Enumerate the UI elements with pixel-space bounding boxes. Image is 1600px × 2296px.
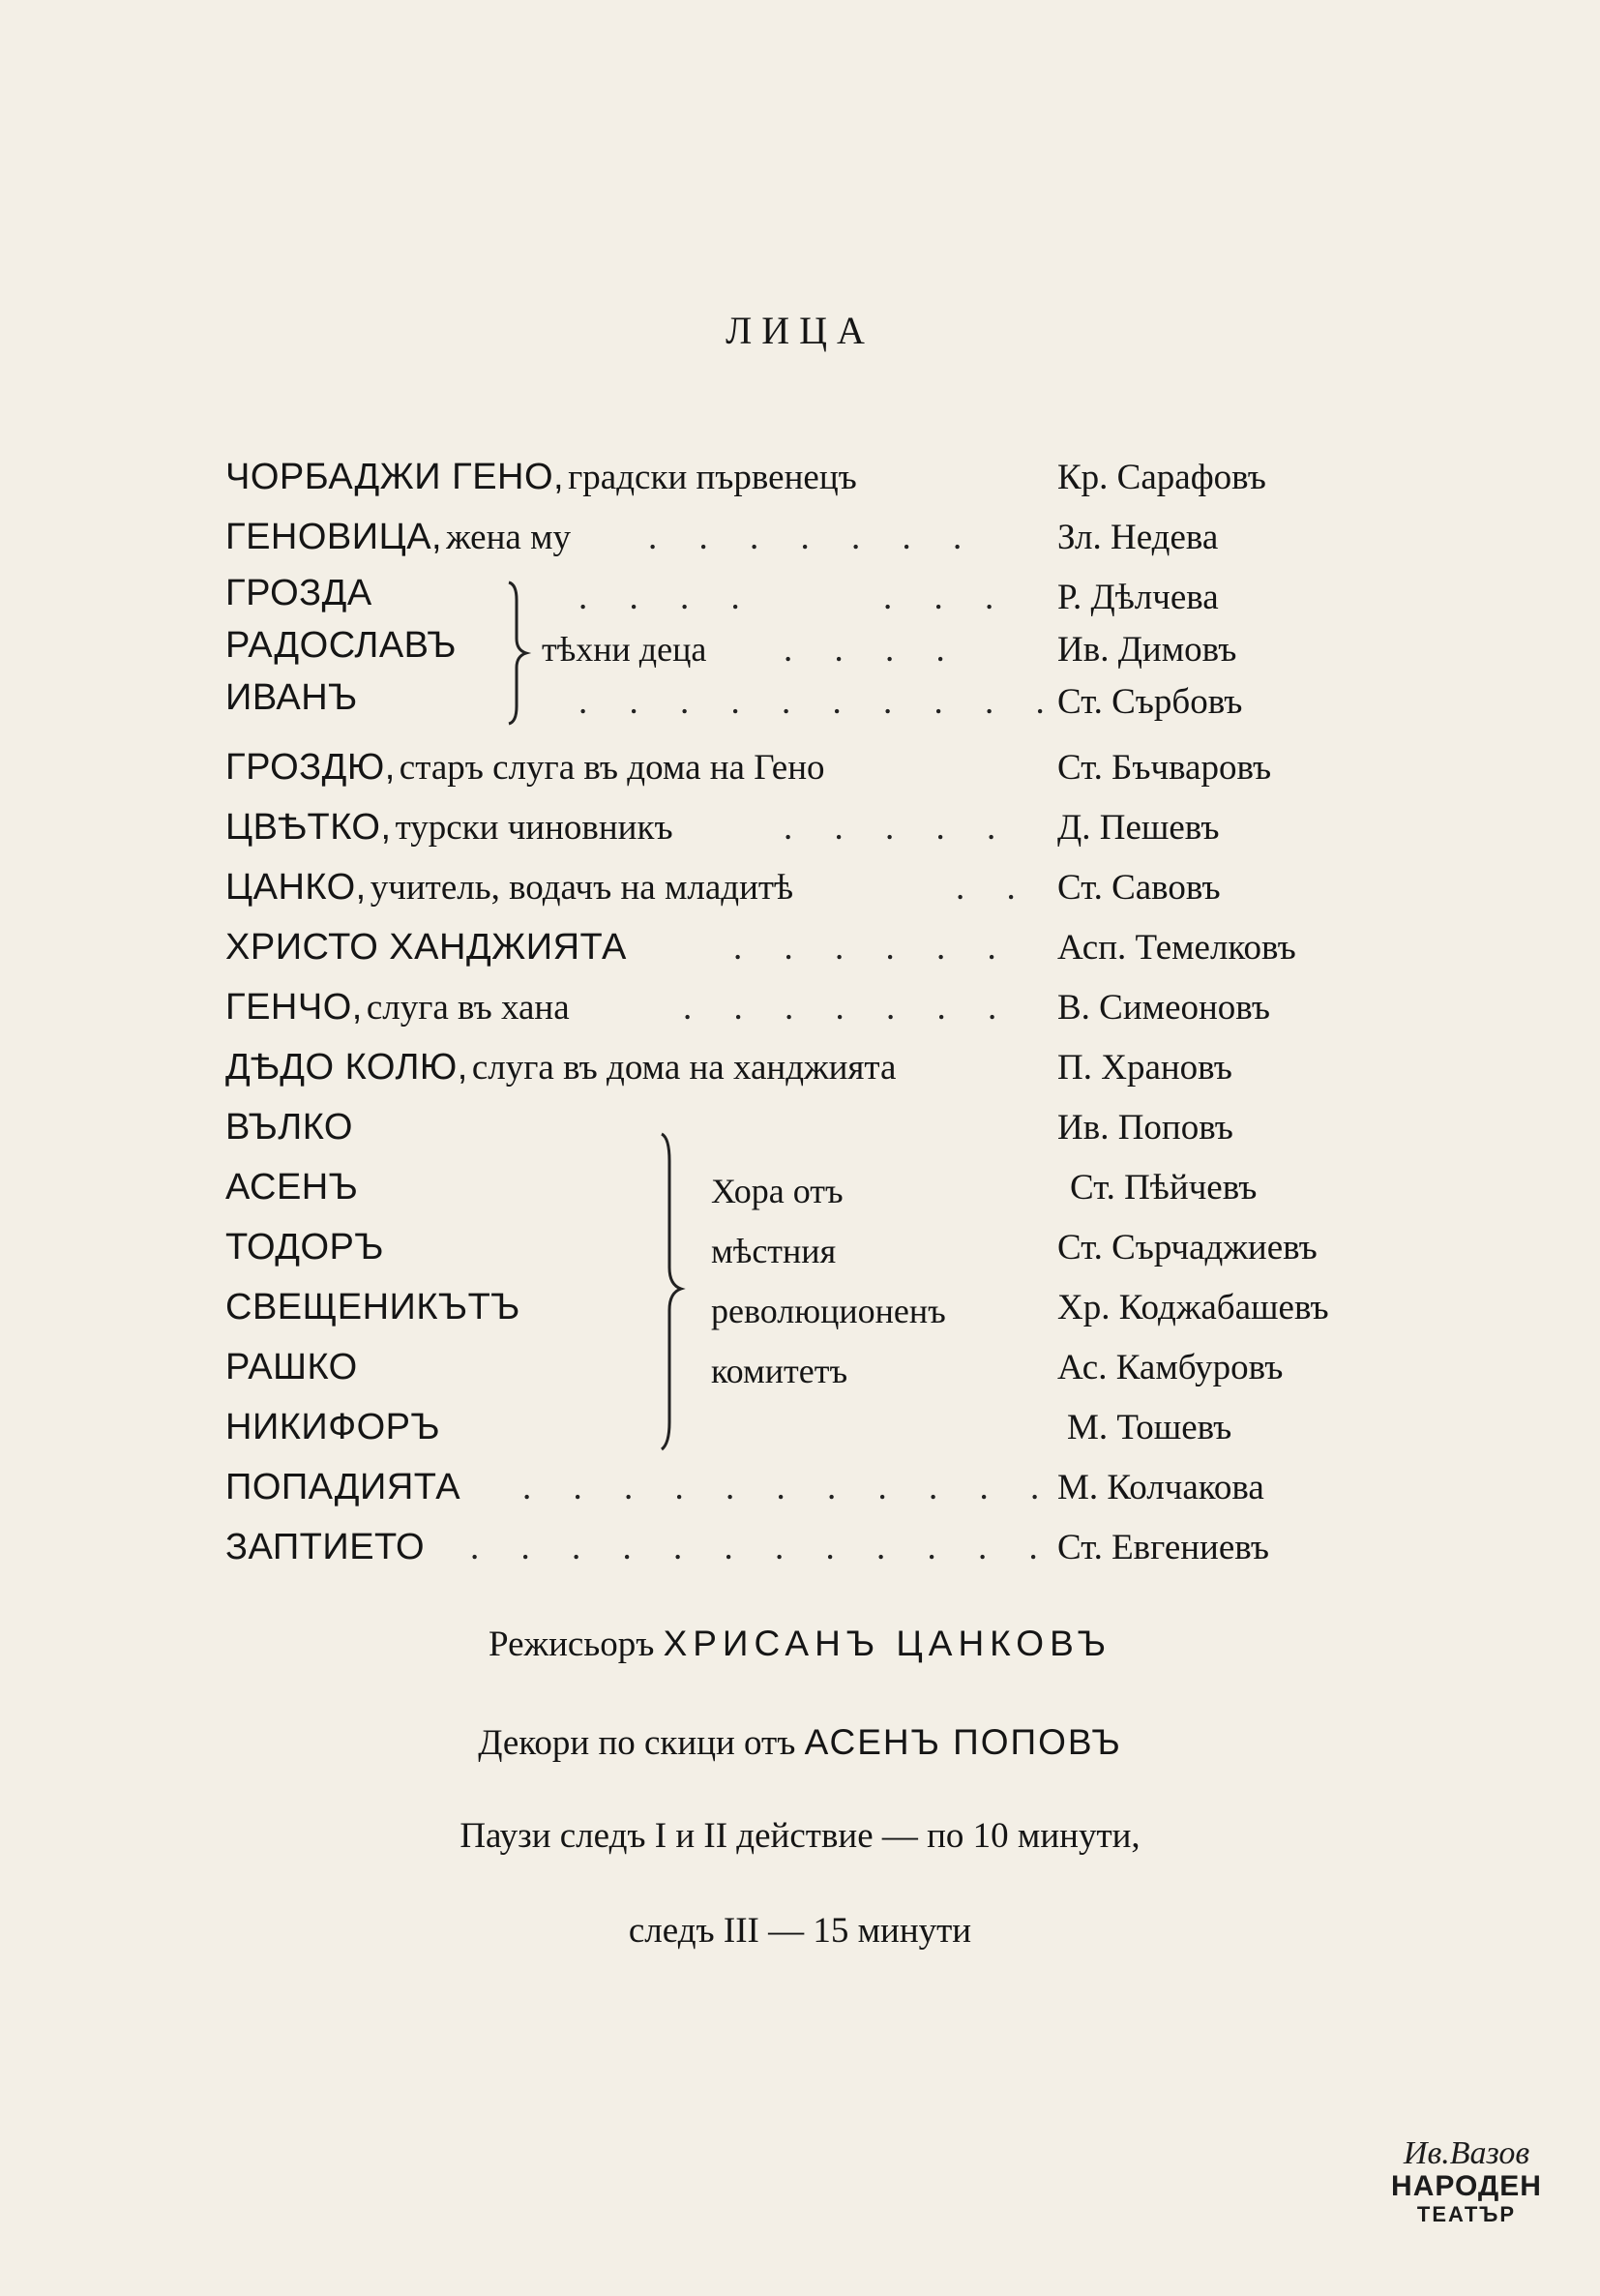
actor-name: Ст. Савовъ (1057, 868, 1221, 908)
character-name: ГЕНОВИЦА, (225, 517, 443, 557)
character-name: ХРИСТО ХАНДЖИЯТА (225, 927, 627, 968)
director-label: Режисьоръ (489, 1625, 655, 1664)
decor-name: АСЕНЪ ПОПОВЪ (804, 1722, 1122, 1762)
actor-name: Р. Дѣлчева (1057, 578, 1219, 617)
group-desc-line: комитетъ (711, 1352, 848, 1390)
cast-row (225, 1167, 358, 1219)
actor-name: Ст. Сърчаджиевъ (1057, 1228, 1318, 1267)
cast-row (225, 987, 570, 1039)
theatre-logo (1381, 2136, 1552, 2243)
cast-row (225, 867, 793, 919)
character-name: ГРОЗДА (225, 573, 372, 613)
cast-row (225, 807, 673, 859)
pauses-line: следъ III — 15 минути (628, 1911, 972, 1951)
group-desc-line: революционенъ (711, 1292, 946, 1330)
logo-line: НАРОДЕН (1391, 2170, 1542, 2202)
actor-name: Ст. Пѣйчевъ (1070, 1168, 1258, 1208)
cast-row (225, 677, 358, 730)
character-name: ПОПАДИЯТА (225, 1467, 461, 1507)
character-name: ГЕНЧО, (225, 987, 363, 1028)
character-name: ЦАНКО, (225, 867, 367, 908)
character-name: АСЕНЪ (225, 1167, 359, 1208)
children-brace (503, 581, 532, 726)
cast-row (225, 747, 825, 799)
actor-name: Ст. Евгениевъ (1057, 1528, 1269, 1567)
character-name: РАШКО (225, 1347, 358, 1387)
actor-name: М. Колчакова (1057, 1468, 1264, 1507)
character-desc: градски първенецъ (568, 458, 857, 497)
dot-leader: . . . . . (784, 808, 1013, 848)
character-name: ЗАПТИЕТО (225, 1527, 426, 1567)
cast-row (225, 1227, 384, 1279)
dot-leader: . . . . . . . . . . . . (470, 1528, 1054, 1567)
character-desc: тѣхни деца (542, 630, 707, 669)
dot-leader: . . . . (784, 630, 962, 670)
actor-name: Ст. Бъчваровъ (1057, 748, 1272, 788)
character-desc: учитель, водачъ на младитѣ (370, 868, 794, 908)
dot-leader: . . . . . . . . . . (578, 682, 1061, 722)
pauses-line: Паузи следъ I и II действие — по 10 минути, (459, 1816, 1141, 1856)
dot-leader: . . . . . . . (648, 518, 979, 557)
character-name: ИВАНЪ (225, 677, 358, 718)
character-name: ЦВѢТКО, (225, 807, 392, 848)
actor-name: Ас. Камбуровъ (1057, 1348, 1284, 1387)
decor-credit (0, 1722, 1600, 1764)
actor-name: Асп. Темелковъ (1057, 928, 1296, 968)
committee-brace (654, 1132, 687, 1451)
actor-name: П. Храновъ (1057, 1048, 1232, 1088)
actor-name: Д. Пешевъ (1057, 808, 1220, 848)
cast-row (225, 517, 571, 569)
character-desc: слуга въ хана (366, 988, 570, 1028)
actor-name: Хр. Коджабашевъ (1057, 1288, 1329, 1327)
character-name: ГРОЗДЮ, (225, 747, 396, 788)
cast-row (225, 1527, 425, 1579)
decor-label: Декори по скици отъ (478, 1723, 796, 1763)
group-desc-line: мѣстния (711, 1232, 837, 1270)
cast-row (225, 1467, 460, 1519)
character-desc: слуга въ дома на ханджията (471, 1048, 897, 1088)
dot-leader: . . . . . . (733, 928, 1013, 968)
cast-row (225, 573, 372, 625)
character-desc: старъ слуга въ дома на Гено (399, 748, 825, 788)
dot-leader: . . . . . . . (578, 578, 1011, 617)
actor-name: М. Тошевъ (1067, 1408, 1232, 1447)
cast-row (225, 1287, 520, 1339)
character-name: ТОДОРЪ (225, 1227, 384, 1267)
character-name: ЧОРБАДЖИ ГЕНО, (225, 457, 565, 497)
cast-row (225, 1407, 440, 1459)
character-name: НИКИФОРЪ (225, 1407, 441, 1447)
cast-row (225, 457, 857, 509)
logo-line: ТЕАТЪР (1416, 2202, 1517, 2226)
character-name: ВЪЛКО (225, 1107, 353, 1148)
character-desc: турски чиновникъ (395, 808, 673, 848)
actor-name: Ив. Димовъ (1057, 630, 1237, 670)
actor-name: Ст. Сърбовъ (1057, 682, 1243, 722)
director-name: ХРИСАНЪ ЦАНКОВЪ (663, 1624, 1111, 1663)
cast-row (225, 1347, 358, 1399)
character-name: СВЕЩЕНИКЪТЪ (225, 1287, 520, 1327)
actor-name: Зл. Недева (1057, 518, 1219, 557)
character-name: ДѢДО КОЛЮ, (225, 1047, 468, 1088)
cast-row (225, 927, 627, 979)
cast-row (225, 1107, 353, 1159)
cast-row (225, 625, 457, 677)
actor-name: В. Симеоновъ (1057, 988, 1270, 1028)
dot-leader: . . . . . . . (683, 988, 1014, 1028)
group-desc-line: Хора отъ (711, 1172, 844, 1210)
actor-name: Ив. Поповъ (1057, 1108, 1233, 1148)
signature-icon: Ив.Вазов (1403, 2135, 1530, 2171)
director-credit (0, 1624, 1600, 1665)
dot-leader: . . (956, 868, 1032, 908)
cast-row (225, 1047, 896, 1099)
character-desc: жена му (446, 518, 571, 557)
actor-name: Кр. Сарафовъ (1057, 458, 1266, 497)
dot-leader: . . . . . . . . . . . (522, 1468, 1056, 1507)
cast-heading: ЛИЦА (726, 309, 874, 352)
character-name: РАДОСЛАВЪ (225, 625, 457, 666)
